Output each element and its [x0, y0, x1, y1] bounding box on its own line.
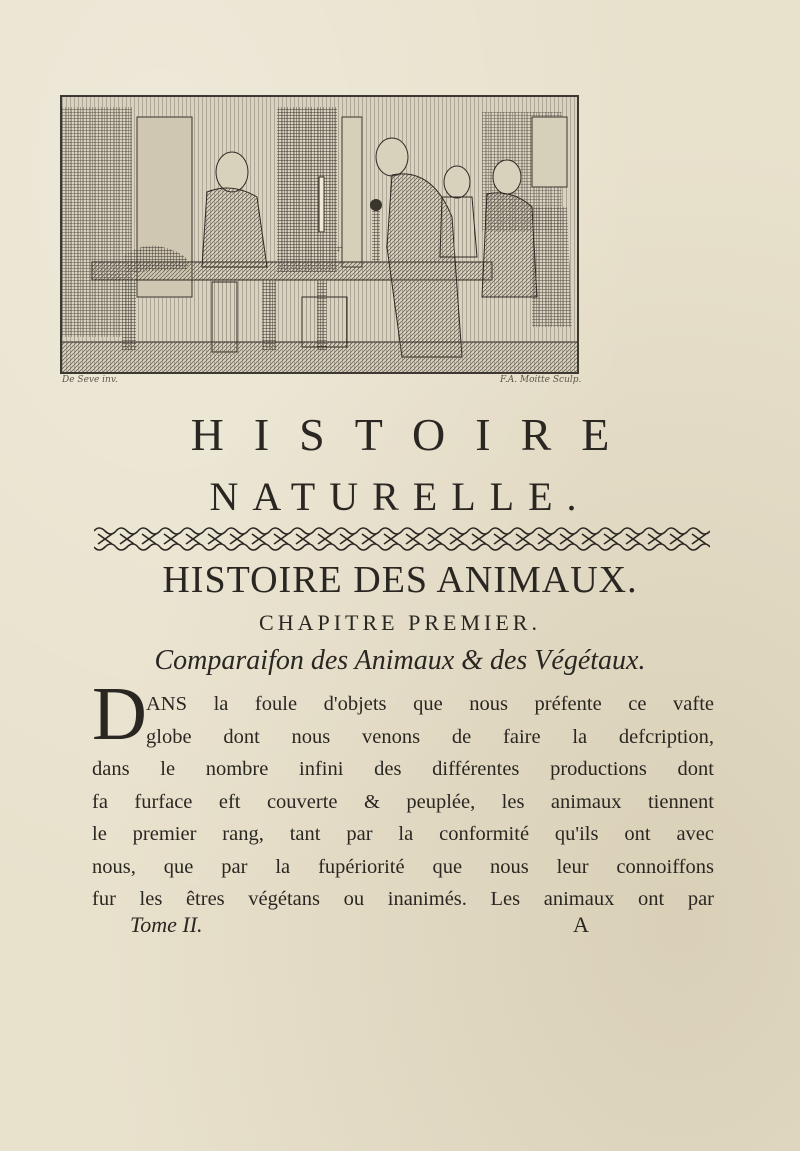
ornament-motif: [358, 528, 380, 550]
ornament-motif: [622, 528, 644, 550]
ornamental-band: [94, 525, 710, 553]
ornament-motif: [292, 528, 314, 550]
ornament-motif: [116, 528, 138, 550]
body-line: globe dont nous venons de faire la defcription,: [146, 725, 714, 748]
body-line: le premier rang, tant par la conformité qu'ils ont avec: [92, 823, 714, 845]
ornament-motif: [446, 528, 468, 550]
ornament-motif: [534, 528, 556, 550]
ornament-motif: [182, 528, 204, 550]
book-title: HISTOIRE: [190, 409, 640, 460]
drop-cap: D: [92, 672, 147, 756]
ornament-motif: [490, 528, 512, 550]
section-title: HISTOIRE DES ANIMAUX.: [162, 559, 638, 601]
ornament-motif: [402, 528, 424, 550]
ornament-motif: [424, 528, 446, 550]
engraving-credit-engraver: F.A. Moitte Sculp.: [500, 375, 582, 385]
body-line: nous, que par la fupériorité que nous leur connoiffons: [92, 855, 714, 878]
body-line: ANS la foule d'objets que nous préfente ce vafte: [146, 693, 714, 715]
ornament-motif: [512, 528, 534, 550]
engraving-plate: [60, 95, 579, 374]
body-line: fa furface eft couverte & peuplée, les animaux tiennent: [92, 790, 714, 813]
body-paragraph: [92, 688, 714, 916]
ornament-motif: [160, 528, 182, 550]
ornament-motif: [138, 528, 160, 550]
ornament-motif: [226, 528, 248, 550]
body-line: dans le nombre infini des différentes productions dont: [92, 758, 714, 780]
ornament-motif: [270, 528, 292, 550]
chapter-heading: CHAPITRE PREMIER.: [259, 610, 541, 635]
ornament-motif: [94, 528, 116, 550]
ornament-motif: [666, 528, 688, 550]
volume-marker: Tome II.: [130, 912, 203, 937]
signature-mark: A: [573, 912, 589, 937]
engraving-credit-designer: De Seve inv.: [62, 375, 118, 385]
book-title-sub: NATURELLE.: [209, 474, 591, 519]
ornament-motif: [380, 528, 402, 550]
ornament-motif: [248, 528, 270, 550]
engraving-illustration: [62, 97, 577, 372]
ornament-motif: [578, 528, 600, 550]
ornament-motif: [314, 528, 336, 550]
ornament-motif: [204, 528, 226, 550]
ornament-motif: [644, 528, 666, 550]
ornament-motif: [600, 528, 622, 550]
ornament-motif: [468, 528, 490, 550]
chapter-subtitle: Comparaifon des Animaux & des Végétaux.: [154, 645, 646, 676]
ornament-motif: [336, 528, 358, 550]
ornament-motif: [688, 528, 710, 550]
body-line: fur les êtres végétans ou inanimés. Les animaux ont par: [92, 888, 714, 910]
ornament-motif: [556, 528, 578, 550]
